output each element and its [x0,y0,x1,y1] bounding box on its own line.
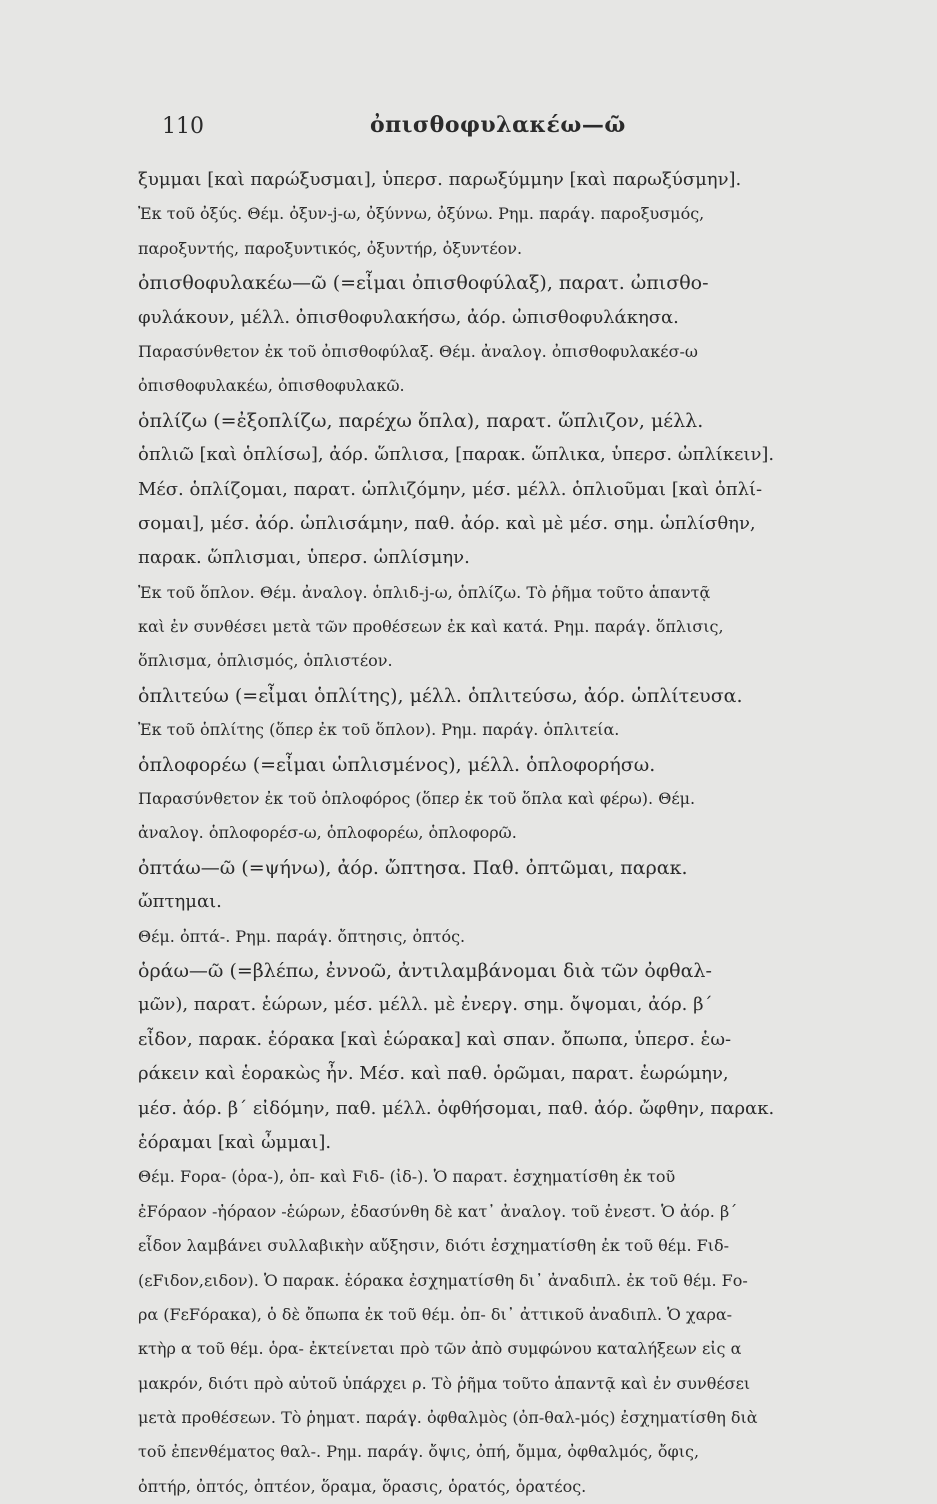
text-line: εἶδον, παρακ. ἑόρακα [καὶ ἑώρακα] καὶ σπαν. ὄπωπα, ὑπερσ. ἑω- [138,1028,732,1050]
entry-headword-line: ὁπλίζω (=ἐξοπλίζω, παρέχω ὅπλα), παρατ. ὥπλιζον, μέλλ. [138,409,704,432]
text-line: ὀπτήρ, ὀπτός, ὀπτέον, ὅραμα, ὅρασις, ὁρατός, ὁρατέος. [138,1476,587,1496]
text-line: φυλάκουν, μέλλ. ὀπισθοφυλακήσω, ἀόρ. ὠπισθοφυλάκησα. [138,306,679,328]
text-line: ξυμμαι [καὶ παρώξυσμαι], ὑπερσ. παρωξύμμην [καὶ παρωξύσμην]. [138,169,742,190]
text-line: τοῦ ἐπενθέματος θαλ-. Ρημ. παράγ. ὄψις, ὀπή, ὄμμα, ὀφθαλμός, ὄφις, [138,1442,700,1462]
text-line: Θέμ. ὀπτά-. Ρημ. παράγ. ὄπτησις, ὀπτός. [138,926,466,946]
text-line: ὀπισθοφυλακέω, ὀπισθοφυλακῶ. [138,376,405,396]
entry-headword-line: ὁπλιτεύω (=εἶμαι ὁπλίτης), μέλλ. ὁπλιτεύσω, ἀόρ. ὡπλίτευσα. [138,684,743,707]
text-line: Θέμ. Fορα- (ὁρα-), ὀπ- καὶ Fιδ- (ἰδ-). Ὁ παρατ. ἐσχηματίσθη ἐκ τοῦ [138,1167,676,1187]
text-line: ἑόραμαι [καὶ ὦμμαι]. [138,1131,332,1153]
text-line: (εFιδον,ειδον). Ὁ παρακ. ἑόρακα ἐσχηματίσθη δι᾽ ἀναδιπλ. ἐκ τοῦ θέμ. Fο- [138,1270,748,1290]
text-line: ρα (FεFόρακα), ὁ δὲ ὄπωπα ἐκ τοῦ θέμ. ὀπ- δι᾽ ἀττικοῦ ἀναδιπλ. Ὁ χαρα- [138,1304,733,1324]
text-line: μέσ. ἀόρ. β´ εἰδόμην, παθ. μέλλ. ὀφθήσομαι, παθ. ἀόρ. ὤφθην, παρακ. [138,1097,775,1119]
text-line: μακρόν, διότι πρὸ αὐτοῦ ὑπάρχει ρ. Τὸ ῥῆμα τοῦτο ἁπαντᾷ καὶ ἐν συνθέσει [138,1373,751,1393]
text-line: Ἐκ τοῦ ὀξύς. Θέμ. ὀξυν-j-ω, ὀξύννω, ὀξύνω. Ρημ. παράγ. παροξυσμός, [138,204,705,224]
text-line: μῶν), παρατ. ἑώρων, μέσ. μέλλ. μὲ ἐνεργ. σημ. ὄψομαι, ἀόρ. β´ [138,994,713,1016]
entry-headword-line: ὀπισθοφυλακέω—ῶ (=εἶμαι ὀπισθοφύλαξ), παρατ. ὠπισθο- [138,272,709,295]
text-line: σομαι], μέσ. ἀόρ. ὡπλισάμην, παθ. ἀόρ. καὶ μὲ μέσ. σημ. ὡπλίσθην, [138,512,756,534]
text-line: παροξυντής, παροξυντικός, ὀξυντήρ, ὀξυντέον. [138,238,523,258]
text-line: ἐFόραον -ἠόραον -ἑώρων, ἐδασύνθη δὲ κατ᾽ ἀναλογ. τοῦ ἐνεστ. Ὁ ἀόρ. β´ [138,1201,738,1221]
text-line: Παρασύνθετον ἐκ τοῦ ὁπλοφόρος (ὅπερ ἐκ τοῦ ὅπλα καὶ φέρω). Θέμ. [138,789,696,809]
page-body [138,163,918,1504]
running-head: ὀπισθοφυλακέω—ῶ [370,112,626,138]
text-line: Μέσ. ὁπλίζομαι, παρατ. ὡπλιζόμην, μέσ. μέλλ. ὁπλιοῦμαι [καὶ ὁπλί- [138,478,763,500]
text-line: ἀναλογ. ὁπλοφορέσ-ω, ὁπλοφορέω, ὁπλοφορῶ. [138,823,517,843]
entry-headword-line: ὁπλοφορέω (=εἶμαι ὡπλισμένος), μέλλ. ὁπλοφορήσω. [138,753,656,776]
text-line: παρακ. ὥπλισμαι, ὑπερσ. ὡπλίσμην. [138,547,470,569]
text-line: κτὴρ α τοῦ θέμ. ὁρα- ἐκτείνεται πρὸ τῶν ἀπὸ συμφώνου καταλήξεων εἰς α [138,1339,742,1359]
page-header [0,100,937,140]
text-line: Παρασύνθετον ἐκ τοῦ ὀπισθοφύλαξ. Θέμ. ἀναλογ. ὀπισθοφυλακέσ-ω [138,341,698,361]
text-line: καὶ ἐν συνθέσει μετὰ τῶν προθέσεων ἐκ καὶ κατά. Ρημ. παράγ. ὅπλισις, [138,617,724,637]
text-line: ὤπτημαι. [138,891,222,913]
text-line: ὁπλιῶ [καὶ ὁπλίσω], ἀόρ. ὥπλισα, [παρακ. ὥπλικα, ὑπερσ. ὠπλίκειν]. [138,444,775,466]
text-line: εἶδον λαμβάνει συλλαβικὴν αὔξησιν, διότι ἐσχηματίσθη ἐκ τοῦ θέμ. Fιδ- [138,1236,730,1256]
entry-headword-line: ὁράω—ῶ (=βλέπω, ἐννοῶ, ἀντιλαμβάνομαι διὰ τῶν ὀφθαλ- [138,959,712,982]
entry-headword-line: ὀπτάω—ῶ (=ψήνω), ἀόρ. ὤπτησα. Παθ. ὀπτῶμαι, παρακ. [138,856,688,879]
text-line: Ἐκ τοῦ ὁπλίτης (ὅπερ ἐκ τοῦ ὅπλον). Ρημ. παράγ. ὁπλιτεία. [138,720,620,740]
text-line: μετὰ προθέσεων. Τὸ ῥηματ. παράγ. ὀφθαλμὸς (ὀπ-θαλ-μός) ἐσχηματίσθη διὰ [138,1408,758,1428]
page-number: 110 [162,114,204,139]
text-line: ράκειν καὶ ἑορακὼς ἦν. Μέσ. καὶ παθ. ὁρῶμαι, παρατ. ἑωρώμην, [138,1063,729,1085]
text-line: ὅπλισμα, ὁπλισμός, ὁπλιστέον. [138,651,393,671]
text-line: Ἐκ τοῦ ὅπλον. Θέμ. ἀναλογ. ὁπλιδ-j-ω, ὁπλίζω. Τὸ ῥῆμα τοῦτο ἁπαντᾷ [138,582,711,602]
